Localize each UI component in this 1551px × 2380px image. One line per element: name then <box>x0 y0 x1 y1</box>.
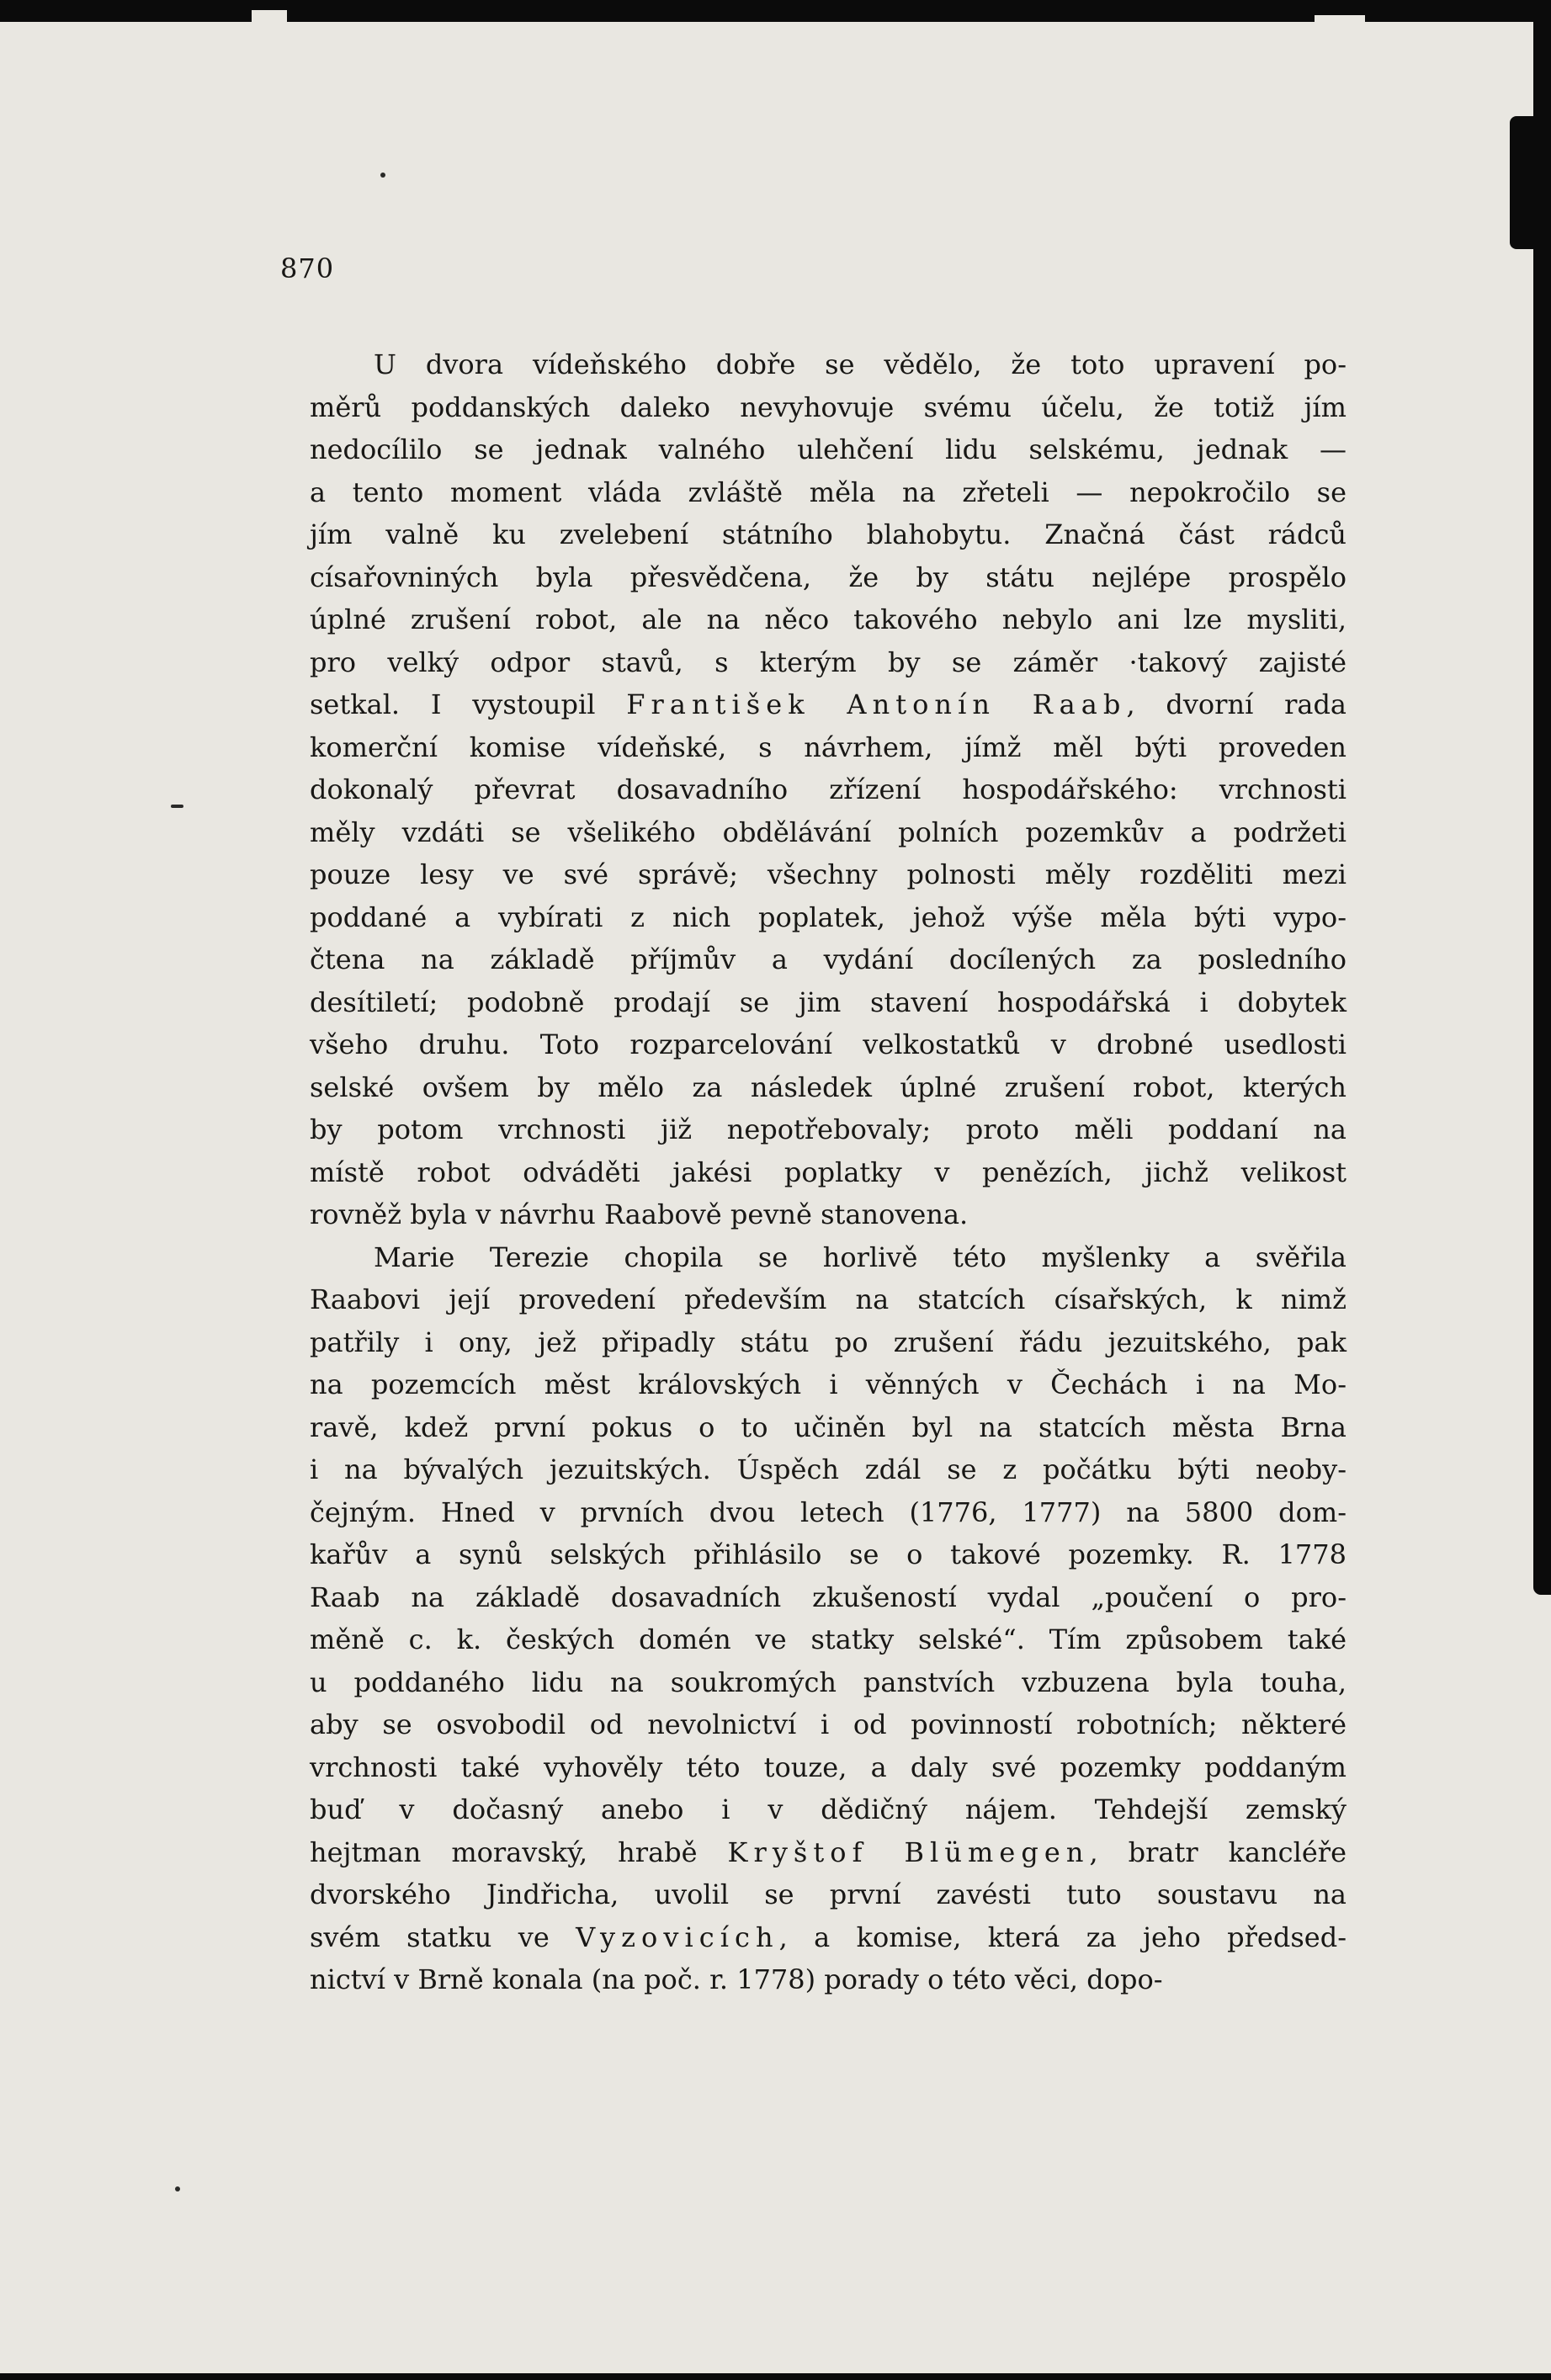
text-line: dvorského Jindřicha, uvolil se první zavésti tuto soustavu na <box>310 1878 1347 1910</box>
text-line: měrů poddanských daleko nevyhovuje svému účelu, že totiž jím <box>310 390 1347 423</box>
text-line: vrchnosti také vyhověly této touze, a daly své pozemky poddaným <box>310 1750 1347 1783</box>
text-line: patřily i ony, jež připadly státu po zrušení řádu jezuitského, pak <box>310 1325 1347 1358</box>
text-line: měly vzdáti se všelikého obdělávání polních pozemkův a podržeti <box>310 815 1347 848</box>
text-line: měně c. k. českých domén ve statky selské“. Tím způsobem také <box>310 1623 1347 1655</box>
text-line <box>310 1916 1347 1959</box>
text-line: dokonalý převrat dosavadního zřízení hospodářského: vrchnosti <box>310 773 1347 805</box>
scan-edge-top-notch <box>1315 15 1365 22</box>
letterspaced-name: Kryštof Blümegen <box>727 1835 1090 1868</box>
letterspaced-name: František Antonín Raab <box>626 688 1127 720</box>
letterspaced-name: Vyzovicích <box>576 1920 779 1953</box>
text-segment: hejtman moravský, hrabě <box>310 1835 728 1868</box>
text-line: ravě, kdež první pokus o to učiněn byl na statcích města Brna <box>310 1410 1347 1443</box>
text-line: nictví v Brně konala (na poč. r. 1778) porady o této věci, dopo- <box>310 1963 1163 1995</box>
text-line: Raab na základě dosavadních zkušeností vydal „poučení o pro- <box>310 1580 1347 1613</box>
text-segment: , bratr kancléře <box>1089 1835 1347 1868</box>
text-line: na pozemcích měst královských i věnných v Čechách i na Mo- <box>310 1368 1347 1400</box>
text-line: pouze lesy ve své správě; všechny polnosti měly rozděliti mezi <box>310 858 1347 890</box>
text-line: Raabovi její provedení především na statcích císařských, k nimž <box>310 1283 1347 1315</box>
text-line: selské ovšem by mělo za následek úplné zrušení robot, kterých <box>310 1070 1347 1103</box>
paragraph <box>310 343 1347 1236</box>
text-line: desítiletí; podobně prodají se jim stavení hospodářská i dobytek <box>310 985 1347 1018</box>
scan-artifact <box>171 805 183 808</box>
text-line <box>310 683 1347 726</box>
page-number: 870 <box>280 252 335 284</box>
text-line: U dvora vídeňského dobře se vědělo, že toto upravení po- <box>374 348 1347 380</box>
text-line: čtena na základě příjmův a vydání docílených za posledního <box>310 943 1347 975</box>
text-line: poddané a vybírati z nich poplatek, jehož výše měla býti vypo- <box>310 900 1347 933</box>
text-line: u poddaného lidu na soukromých panstvích vzbuzena byla touha, <box>310 1665 1347 1698</box>
scan-artifact <box>175 2186 180 2191</box>
text-line: nedocílilo se jednak valného ulehčení lidu selskému, jednak — <box>310 433 1347 465</box>
text-line: místě robot odváděti jakési poplatky v penězích, jichž velikost <box>310 1155 1347 1188</box>
text-line: kařův a synů selských přihlásilo se o takové pozemky. R. 1778 <box>310 1538 1347 1570</box>
paragraph <box>310 1236 1347 2001</box>
text-line: jím valně ku zvelebení státního blahobytu. Značná část rádců <box>310 518 1347 550</box>
text-line: i na bývalých jezuitských. Úspěch zdál se z počátku býti neoby- <box>310 1453 1347 1485</box>
text-line: pro velký odpor stavů, s kterým by se záměr ·takový zajisté <box>310 645 1347 678</box>
text-line: a tento moment vláda zvláště měla na zřeteli — nepokročilo se <box>310 475 1347 508</box>
text-line: by potom vrchnosti již nepotřebovaly; proto měli poddaní na <box>310 1113 1347 1145</box>
scan-edge-bottom-bar <box>0 2373 1551 2380</box>
scan-edge-right-tab <box>1510 116 1551 249</box>
text-segment: setkal. I vystoupil <box>310 688 627 720</box>
text-line: buď v dočasný anebo i v dědičný nájem. Tehdejší zemský <box>310 1793 1347 1825</box>
text-line: císařovniných byla přesvědčena, že by státu nejlépe prospělo <box>310 560 1347 593</box>
text-line: Marie Terezie chopila se horlivě této myšlenky a svěřila <box>374 1240 1347 1273</box>
text-line: aby se osvobodil od nevolnictví i od povinností robotních; některé <box>310 1708 1347 1740</box>
text-line <box>310 1831 1347 1874</box>
text-line: čejným. Hned v prvních dvou letech (1776, 1777) na 5800 dom- <box>310 1495 1347 1528</box>
text-line: komerční komise vídeňské, s návrhem, jímž měl býti proveden <box>310 730 1347 763</box>
text-block <box>310 343 1347 2001</box>
text-segment: , a komise, která za jeho předsed- <box>778 1920 1347 1953</box>
text-segment: svém statku ve <box>310 1920 576 1953</box>
scan-edge-top-notch <box>252 10 287 22</box>
text-line: rovněž byla v návrhu Raabově pevně stanovena. <box>310 1198 969 1230</box>
text-line: úplné zrušení robot, ale na něco takového nebylo ani lze mysliti, <box>310 603 1347 635</box>
text-line: všeho druhu. Toto rozparcelování velkostatků v drobné usedlosti <box>310 1028 1347 1060</box>
scan-artifact <box>380 173 385 178</box>
text-segment: , dvorní rada <box>1126 688 1347 720</box>
